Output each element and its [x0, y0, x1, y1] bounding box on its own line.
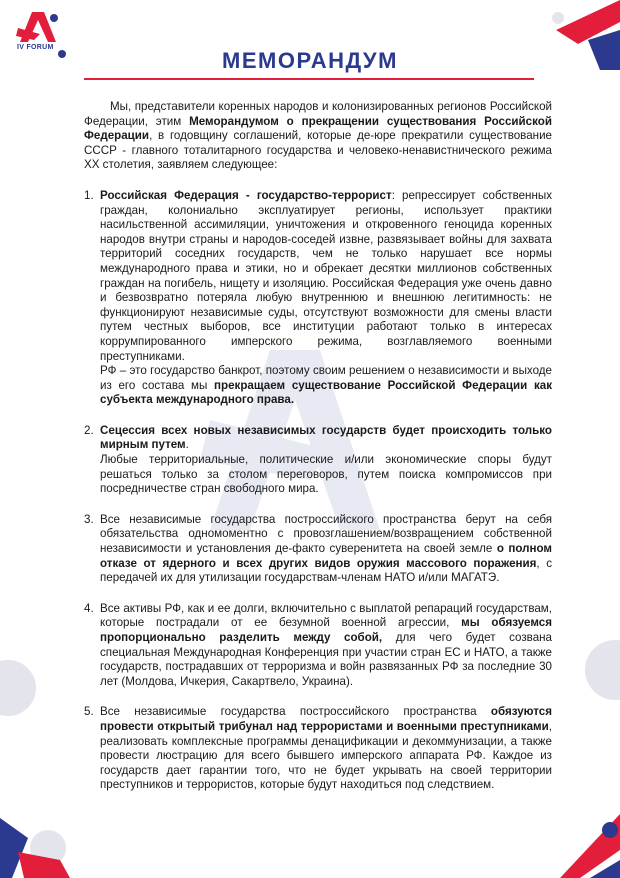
decor-circle [585, 640, 620, 700]
item-text: Сецессия всех новых независимых государств будет происходить только мирным путем. [100, 423, 552, 452]
decor-circle [0, 660, 36, 716]
item-text: Российская Федерация - государство-террорист: репрессирует собственных граждан, колониально эксплуатирует регионы, использует практики насильственной ассимиляции, уничтожения и откровенного геноцида коренных народов внутри страны и народов-соседей извне, развязывает войны для захвата территорий соседних государств, чем не только нарушает все нормы международного права и этики, но и обрекает десятки миллионов собственных граждан на погибель, нищету и изоляцию. Российская Федерация уже очень давно и безвозвратно потеряла любую внутреннюю и внешнюю легитимность: не функционируют независимые суды, отсутствуют возможности для смены власти путем честных выборов, все институции работают только в интересах коррумпированного имперского режима, возглавляемого военными преступниками. [100, 188, 552, 363]
list-item [84, 602, 552, 690]
corner-decoration-bottom-left [0, 808, 70, 878]
intro-paragraph: Мы, представители коренных народов и колонизированных регионов Российской Федерации, этим Меморандумом о прекращении существования Российской Федерации, в годовщину соглашений, которые де-юре прекратили существование СССР - главного тоталитарного государства и человеко-ненавистнического режима XX столетия, заявляем следующее: [84, 100, 552, 172]
item-number: 3. [84, 512, 94, 526]
item-text: Все независимые государства построссийского пространства обязуются провести открытый трибунал над террористами и военными преступниками, реализовать комплексные программы денацификации и декоммунизации, а также провести люстрацию для всего бывшего имперского аппарата РФ. Каждое из государств дает гарантии того, что не будет укрывать на своей территории преступников и террористов, которые будут находиться под следствием. [100, 705, 552, 792]
item-number: 1. [84, 188, 94, 202]
list-item [84, 189, 552, 408]
list-item [84, 513, 552, 586]
page-title: МЕМОРАНДУМ [222, 48, 398, 73]
item-text: Все независимые государства построссийского пространства берут на себя обязательства одномоментно с провозглашением/возвращением собственной независимости и установления де-факто суверенитета на своей земле о полном отказе от ядерного и всех других видов оружия массового поражения, с передачей их для утилизации государствам-членам НАТО и/или МАГАТЭ. [100, 512, 552, 585]
item-text: Любые территориальные, политические и/или экономические споры будут решаться только за столом переговоров, путем поиска компромиссов при посредничестве стран свободного мира. [100, 453, 552, 496]
logo-text: IV FORUM [17, 44, 54, 51]
list-item [84, 424, 552, 497]
item-number: 2. [84, 423, 94, 437]
item-number: 5. [84, 705, 94, 719]
item-number: 4. [84, 601, 94, 615]
document-body [84, 100, 552, 793]
title-underline [84, 78, 534, 80]
item-text: РФ – это государство банкрот, поэтому своим решением о независимости и выходе из его состава мы прекращаем существование Российской Федерации как субъекта международного права. [100, 364, 552, 407]
item-text: Все активы РФ, как и ее долги, включительно с выплатой репараций государствам, которые пострадали от ее безумной военной агрессии, мы обязуемся пропорционально разделить между собой, для чего будет созвана специальная Международная Конференция при участии стран ЕС и НАТО, а также государств, пострадавших от терроризма и войн развязанных РФ за последние 30 лет (Молдова, Ичкерия, Сакартвело, Украина). [100, 601, 552, 688]
corner-decoration-bottom-right [550, 810, 620, 878]
list-item [84, 705, 552, 793]
